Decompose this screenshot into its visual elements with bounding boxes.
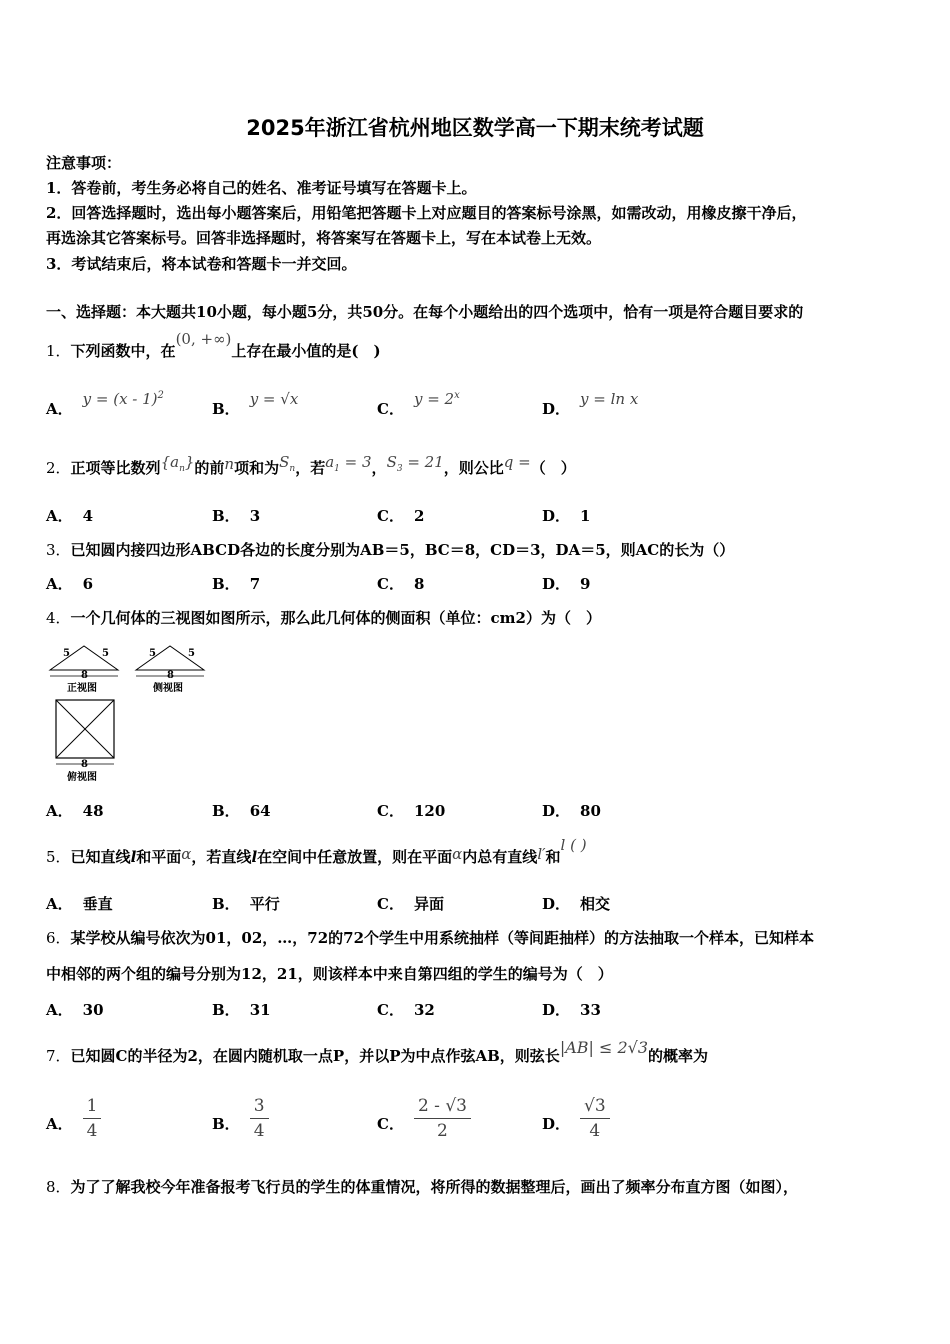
top-view [56,700,114,783]
notice-item-1: 1．答卷前，考生务必将自己的姓名、准考证号填写在答题卡上。 [46,179,477,197]
option-b[interactable]: B． 平行 [212,895,280,913]
notice-item-3: 3．考试结束后，将本试卷和答题卡一并交回。 [46,255,357,273]
base-label: 8 [81,759,88,770]
option-b[interactable]: B． $\frac{3}{4}$ [212,1094,269,1143]
notice-heading: 注意事项： [46,154,122,172]
option-a[interactable]: A． $\frac{1}{4}$ [46,1094,101,1143]
edge-label: 5 [63,648,70,659]
side-view-label: 侧视图 [153,683,183,694]
question-8: 8．为了了解我校今年准备报考飞行员的学生的体重情况，将所得的数据整理后，画出了频率分布直方图（如图）， [46,1178,799,1196]
option-c[interactable]: C． 32 [377,1001,435,1019]
edge-label: 5 [102,648,109,659]
option-b[interactable]: B． 7 [212,575,261,593]
edge-label: 5 [149,648,156,659]
question-4: 4．一个几何体的三视图如图所示，那么此几何体的侧面积（单位：cm2）为（ ） [46,609,601,627]
option-c[interactable]: C． $\frac{2 - √3}{2}$ [377,1094,471,1143]
option-d[interactable]: D．y = ln x [542,390,639,418]
option-a[interactable]: A． 垂直 [46,895,113,913]
option-c[interactable]: C． 8 [377,575,425,593]
option-c[interactable]: C．$y = 2^x$ [377,390,460,418]
option-b[interactable]: B．y = √x [212,390,299,418]
base-label: 8 [81,670,88,681]
option-b[interactable]: B． 3 [212,507,261,525]
side-view [136,646,204,694]
base-label: 8 [167,670,174,681]
notice-item-2: 2．回答选择题时，选出每小题答案后，用铅笔把答题卡上对应题目的答案标号涂黑，如需改动，用橡皮擦干净后， [46,204,807,222]
option-c[interactable]: C． 异面 [377,895,444,913]
question-text: 下列函数中，在 [70,342,176,360]
question-2: 2．正项等比数列$\{a_n\}$的前n项和为$S_n$，若$a_1 = 3$，$S_3 = 21$，则公比q =（ ） [46,453,576,477]
option-a[interactable]: A． 6 [46,575,94,593]
top-view-label: 俯视图 [67,772,97,783]
option-c[interactable]: C． 120 [377,802,446,820]
page-title: 2025年浙江省杭州地区数学高一下期末统考试题 [246,116,704,140]
question-6-cont: 中相邻的两个组的编号分别为12，21，则该样本中来自第四组的学生的编号为（ ） [46,965,613,983]
option-a[interactable]: A． 30 [46,1001,104,1019]
option-d[interactable]: D． 1 [542,507,591,525]
option-c[interactable]: C． 2 [377,507,425,525]
option-a[interactable]: A．y = (x - 1)$^2$ [46,390,164,418]
math-interval: (0, +∞) [175,330,232,348]
option-a[interactable]: A． 4 [46,507,94,525]
question-3: 3．已知圆内接四边形ABCD各边的长度分别为AB＝5，BC＝8，CD＝3，DA＝5，则AC的长为（） [46,541,735,559]
section-heading: 一、选择题：本大题共10小题，每小题5分，共50分。在每个小题给出的四个选项中，恰有一项是符合题目要求的 [46,303,804,321]
option-d[interactable]: D． 9 [542,575,591,593]
three-view-figure [46,638,206,788]
notice-item-2-cont: 再选涂其它答案标号。回答非选择题时，将答案写在答题卡上，写在本试卷上无效。 [46,229,602,247]
question-text: 上存在最小值的是( ) [231,342,381,360]
question-7: 7．已知圆C的半径为2，在圆内随机取一点P，并以P为中点作弦AB，则弦长|AB| ≤ 2√3的概率为 [46,1038,709,1065]
front-view-label: 正视图 [67,683,97,694]
option-d[interactable]: D． $\frac{√3}{4}$ [542,1094,610,1143]
option-d[interactable]: D． 相交 [542,895,611,913]
edge-label: 5 [188,648,195,659]
question-number: 1． [46,342,71,360]
question-1 [46,330,381,361]
front-view [50,646,118,694]
option-d[interactable]: D． 80 [542,802,601,820]
question-6: 6．某学校从编号依次为01，02，…，72的72个学生中用系统抽样（等间距抽样）的方法抽取一个样本，已知样本 [46,929,815,947]
question-5: 5．已知直线l和平面α，若直线l在空间中任意放置，则在平面α内总有直线l′和l ( ) [46,836,587,866]
option-b[interactable]: B． 64 [212,802,271,820]
option-d[interactable]: D． 33 [542,1001,601,1019]
option-a[interactable]: A． 48 [46,802,104,820]
option-b[interactable]: B． 31 [212,1001,271,1019]
